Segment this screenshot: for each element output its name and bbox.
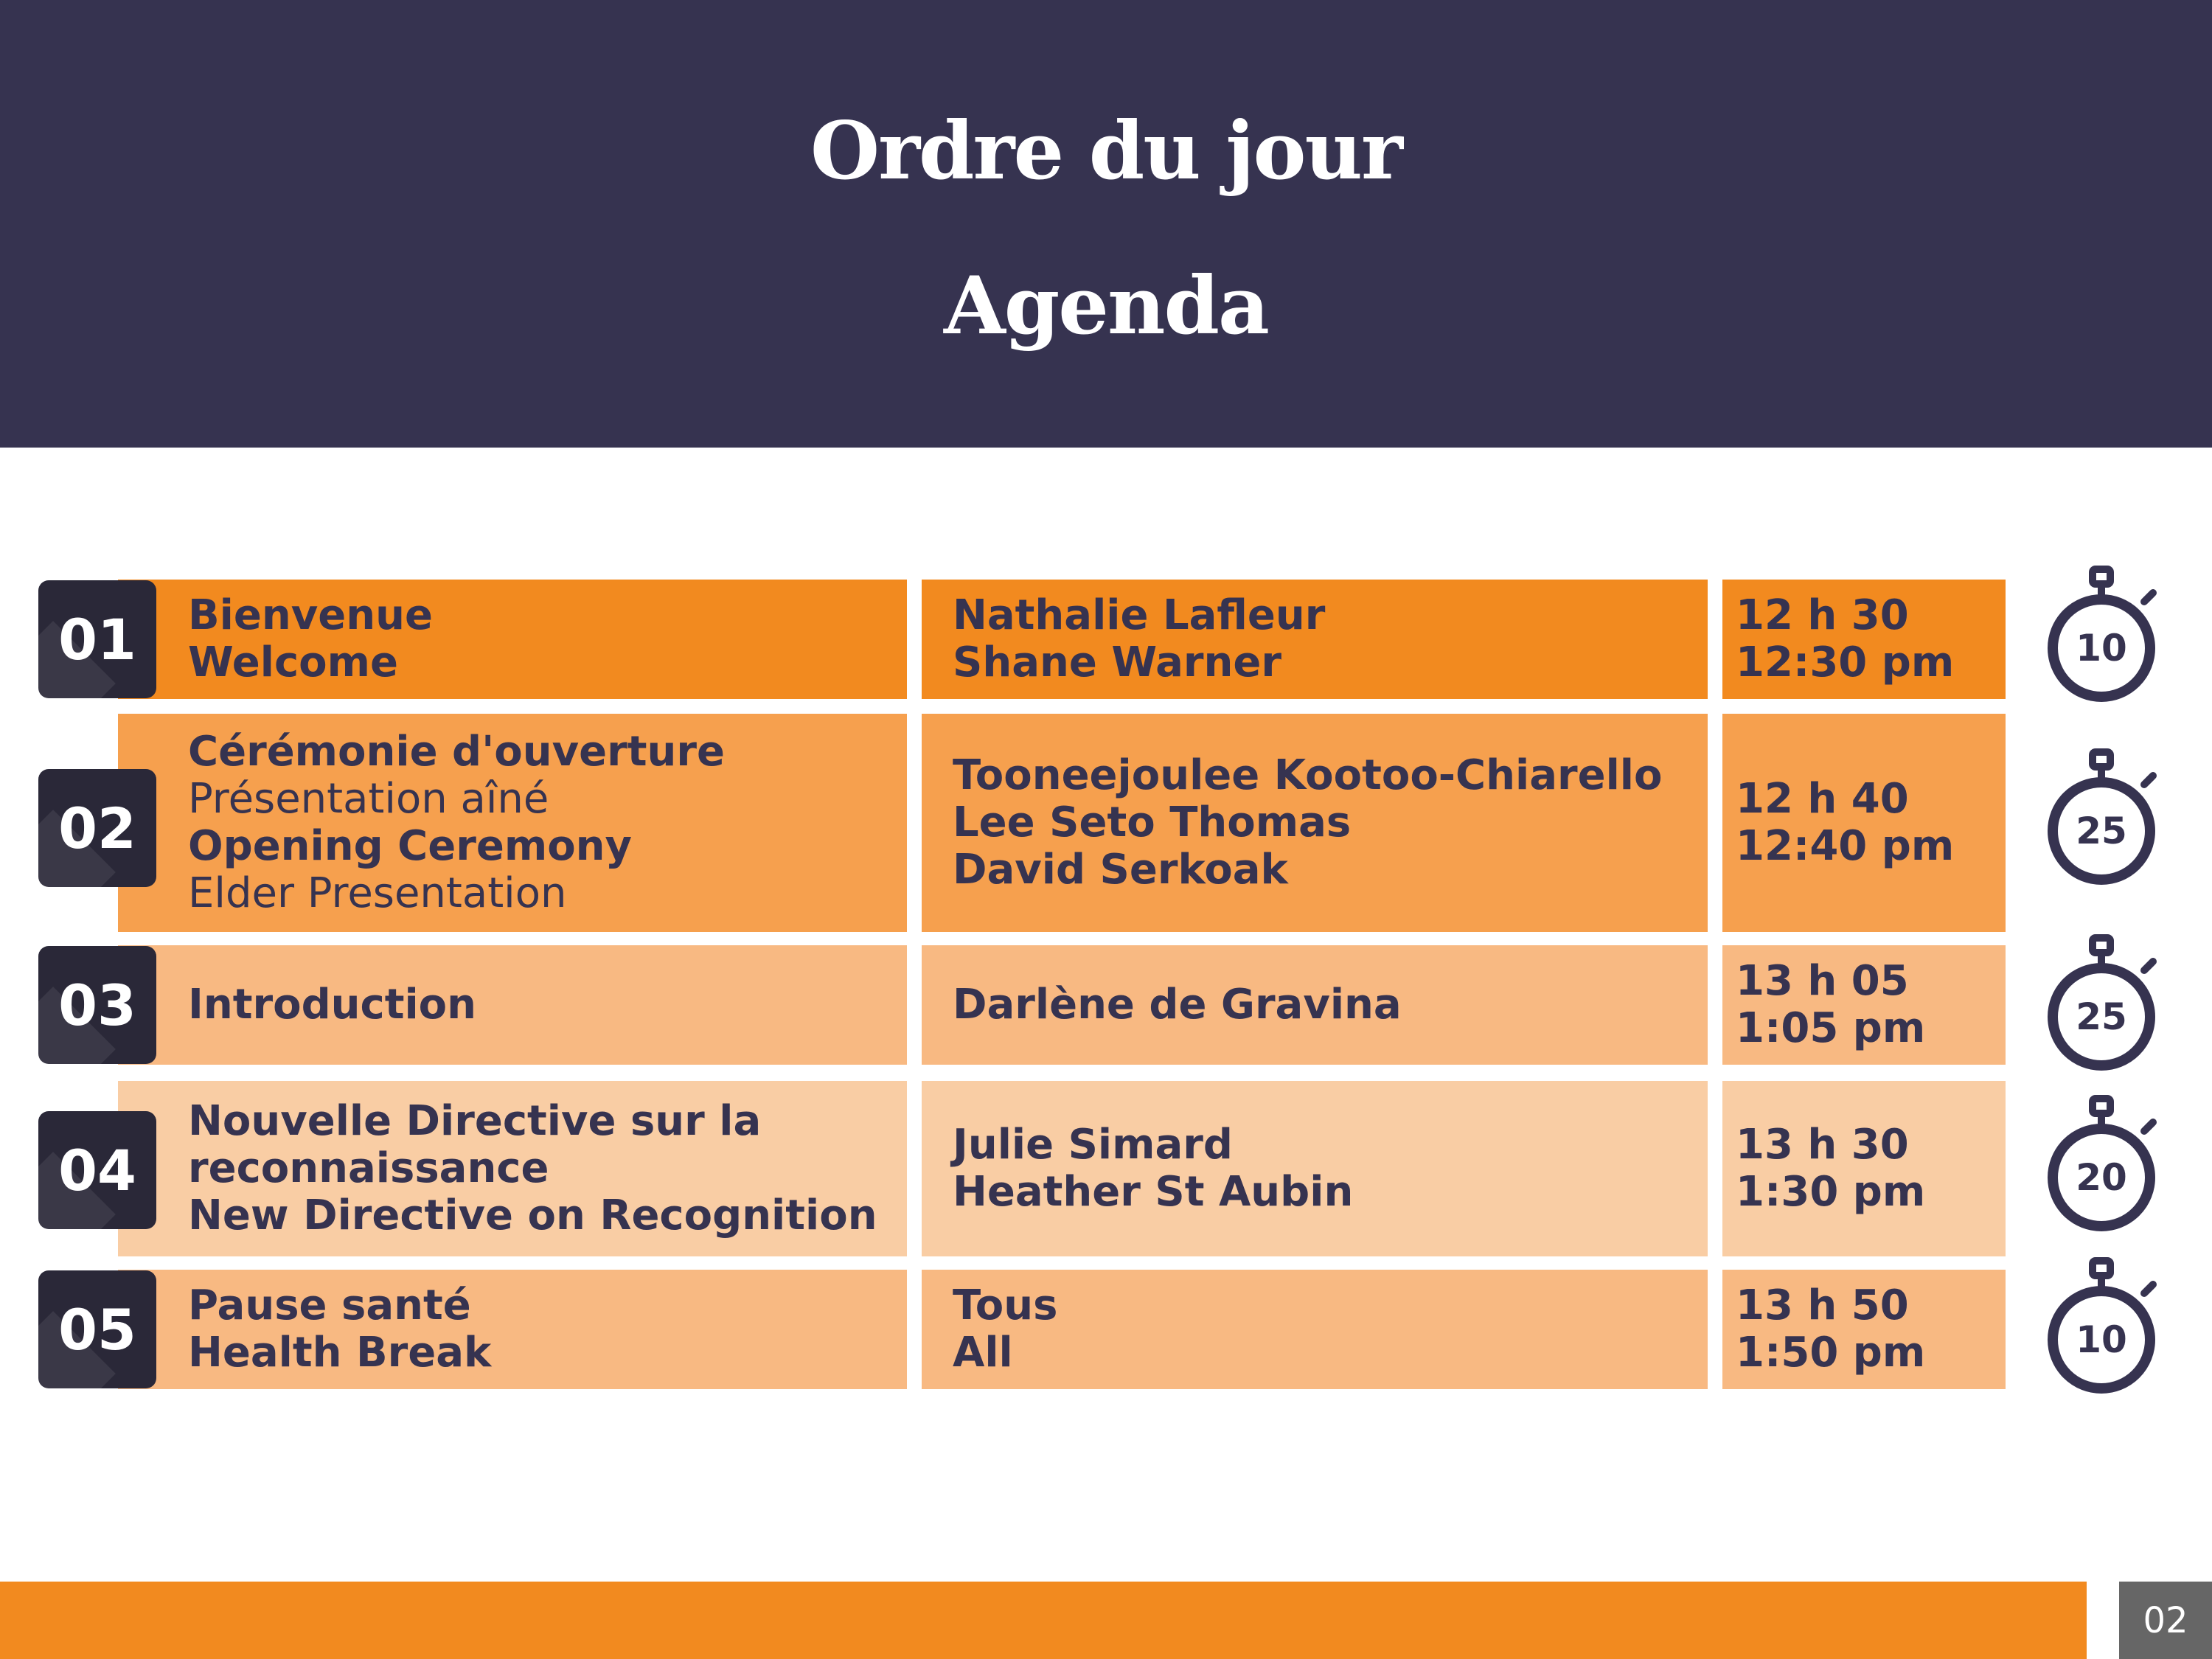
topic-cell <box>118 714 907 932</box>
speaker-name: Julie Simard <box>953 1121 1233 1169</box>
speaker-name: Shane Warner <box>953 639 1281 686</box>
time-cell <box>1722 1270 2006 1389</box>
page-title-fr: Ordre du jour <box>810 105 1402 198</box>
speaker-name: Darlène de Gravina <box>953 981 1402 1029</box>
topic-line: Cérémonie d'ouverture <box>188 728 725 776</box>
time-cell <box>1722 945 2006 1065</box>
time-12h: 1:30 pm <box>1736 1168 1926 1216</box>
duration-minutes: 20 <box>2076 1156 2127 1199</box>
item-number-badge: 01 <box>38 580 156 698</box>
speaker-name: Tous <box>953 1281 1058 1329</box>
agenda-row-5 <box>0 1270 2212 1389</box>
topic-line: Nouvelle Directive sur la <box>188 1097 762 1145</box>
topic-line: Health Break <box>188 1329 492 1377</box>
speaker-name: Lee Seto Thomas <box>953 799 1352 846</box>
speaker-name: David Serkoak <box>953 846 1288 894</box>
item-number-badge: 02 <box>38 769 156 887</box>
duration-minutes: 10 <box>2076 1318 2127 1361</box>
speaker-cell <box>922 1270 1708 1389</box>
time-cell <box>1722 1081 2006 1256</box>
topic-line: Présentation aîné <box>188 775 549 823</box>
footer-bar <box>0 1582 2087 1659</box>
speaker-cell <box>922 714 1708 932</box>
stopwatch-icon <box>2035 1248 2168 1395</box>
stopwatch-icon <box>2035 556 2168 703</box>
speaker-cell <box>922 580 1708 699</box>
time-24h: 13 h 50 <box>1736 1281 1909 1329</box>
item-number-badge: 05 <box>38 1270 156 1388</box>
topic-line: Bienvenue <box>188 591 433 639</box>
speaker-name: Nathalie Lafleur <box>953 591 1326 639</box>
stopwatch-icon <box>2035 925 2168 1072</box>
speaker-name: Heather St Aubin <box>953 1168 1354 1216</box>
page-number: 02 <box>2119 1582 2212 1659</box>
topic-line: Opening Ceremony <box>188 822 633 870</box>
agenda-row-2 <box>0 714 2212 932</box>
agenda-row-1 <box>0 580 2212 699</box>
topic-line: Welcome <box>188 639 398 686</box>
agenda-row-4 <box>0 1081 2212 1256</box>
agenda-row-3 <box>0 945 2212 1065</box>
time-12h: 12:40 pm <box>1736 822 1955 870</box>
time-24h: 12 h 40 <box>1736 775 1909 823</box>
item-number-badge: 04 <box>38 1111 156 1229</box>
time-12h: 1:50 pm <box>1736 1329 1926 1377</box>
topic-line: Pause santé <box>188 1281 471 1329</box>
time-cell <box>1722 714 2006 932</box>
time-12h: 12:30 pm <box>1736 639 1955 686</box>
topic-cell <box>118 1270 907 1389</box>
topic-cell <box>118 580 907 699</box>
time-24h: 12 h 30 <box>1736 591 1909 639</box>
duration-minutes: 25 <box>2076 810 2127 852</box>
topic-cell <box>118 945 907 1065</box>
stopwatch-icon <box>2035 1085 2168 1233</box>
speaker-name: Tooneejoulee Kootoo-Chiarello <box>953 751 1663 799</box>
time-cell <box>1722 580 2006 699</box>
topic-line: Introduction <box>188 981 477 1029</box>
time-24h: 13 h 05 <box>1736 957 1909 1005</box>
header-banner <box>0 0 2212 448</box>
duration-minutes: 10 <box>2076 627 2127 669</box>
speaker-cell <box>922 1081 1708 1256</box>
duration-minutes: 25 <box>2076 995 2127 1038</box>
page-title-en: Agenda <box>943 260 1269 352</box>
topic-cell <box>118 1081 907 1256</box>
topic-line: Elder Presentation <box>188 869 567 917</box>
speaker-name: All <box>953 1329 1013 1377</box>
item-number-badge: 03 <box>38 946 156 1064</box>
speaker-cell <box>922 945 1708 1065</box>
topic-line: New Directive on Recognition <box>188 1192 877 1239</box>
stopwatch-icon <box>2035 739 2168 886</box>
topic-line: reconnaissance <box>188 1144 549 1192</box>
time-24h: 13 h 30 <box>1736 1121 1909 1169</box>
time-12h: 1:05 pm <box>1736 1004 1926 1052</box>
